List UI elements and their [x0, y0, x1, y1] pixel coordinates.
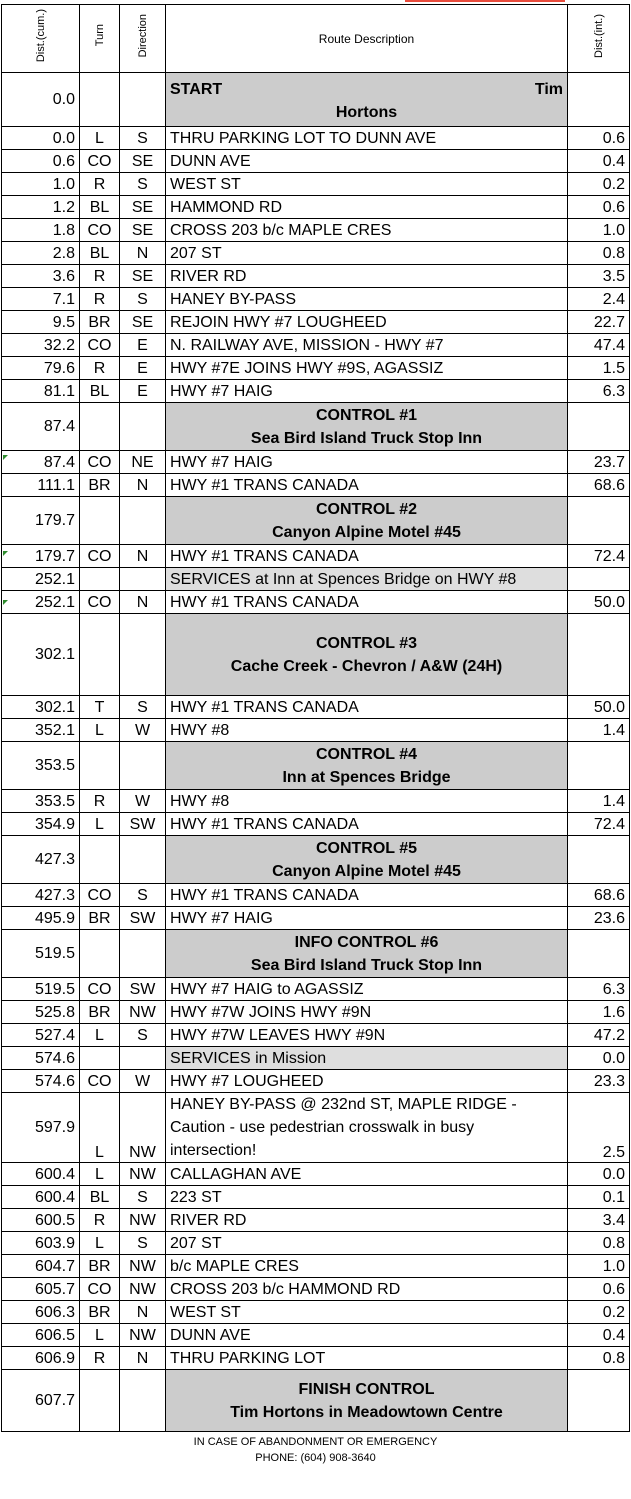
control-row — [2, 742, 630, 790]
turn-code: BR — [80, 474, 120, 497]
route-row — [2, 357, 630, 380]
int-distance: 1.0 — [568, 219, 630, 242]
turn-code: CO — [80, 1278, 120, 1301]
turn-code: R — [80, 1209, 120, 1232]
direction-code: S — [120, 173, 166, 196]
control-cell — [166, 1370, 568, 1432]
turn-code: BR — [80, 1255, 120, 1278]
header-direction: Direction — [136, 13, 149, 58]
route-row — [2, 696, 630, 719]
control-distance: 302.1 — [2, 614, 80, 696]
footer-row — [2, 1432, 630, 1468]
direction-code: S — [120, 127, 166, 150]
services-row — [2, 1047, 630, 1070]
int-distance: 50.0 — [568, 696, 630, 719]
route-description: 223 ST — [166, 1186, 568, 1209]
route-description: THRU PARKING LOT — [166, 1347, 568, 1370]
turn-code: L — [80, 813, 120, 836]
turn-code: R — [80, 173, 120, 196]
direction-code: NE — [120, 451, 166, 474]
route-description: HAMMOND RD — [166, 196, 568, 219]
route-row — [2, 907, 630, 930]
route-row — [2, 1001, 630, 1024]
route-row — [2, 1255, 630, 1278]
int-distance: 72.4 — [568, 545, 630, 568]
cum-distance: 7.1 — [2, 288, 80, 311]
footer-phone: PHONE: (604) 908-3640 — [255, 1451, 376, 1464]
services-description: SERVICES in Mission — [166, 1047, 568, 1070]
route-description: THRU PARKING LOT TO DUNN AVE — [166, 127, 568, 150]
int-distance: 0.4 — [568, 1324, 630, 1347]
cum-distance: 606.3 — [2, 1301, 80, 1324]
control-row — [2, 836, 630, 884]
route-row — [2, 1163, 630, 1186]
header-row — [2, 5, 630, 73]
route-row — [2, 451, 630, 474]
cum-distance: 495.9 — [2, 907, 80, 930]
control-cell — [166, 497, 568, 545]
route-description: 207 ST — [166, 1232, 568, 1255]
route-row — [2, 265, 630, 288]
direction-code: S — [120, 288, 166, 311]
control-cell — [166, 403, 568, 451]
cum-distance: 519.5 — [2, 978, 80, 1001]
control-cell — [166, 836, 568, 884]
turn-code: CO — [80, 1070, 120, 1093]
int-distance: 23.7 — [568, 451, 630, 474]
int-distance: 0.0 — [568, 1163, 630, 1186]
turn-code: L — [80, 1093, 120, 1163]
turn-code: T — [80, 696, 120, 719]
int-distance: 1.4 — [568, 790, 630, 813]
turn-code: CO — [80, 451, 120, 474]
turn-code: CO — [80, 150, 120, 173]
route-description: WEST ST — [166, 173, 568, 196]
route-row — [2, 1024, 630, 1047]
start-place-part2: Hortons — [335, 103, 398, 121]
direction-code: SE — [120, 150, 166, 173]
route-row — [2, 474, 630, 497]
cell-comment-marker — [3, 600, 8, 605]
control-row — [2, 614, 630, 696]
int-distance: 0.1 — [568, 1186, 630, 1209]
cum-distance: 0.6 — [2, 150, 80, 173]
turn-code: R — [80, 357, 120, 380]
route-row — [2, 884, 630, 907]
route-description: HWY #7 HAIG to AGASSIZ — [166, 978, 568, 1001]
route-row — [2, 1070, 630, 1093]
turn-code: L — [80, 719, 120, 742]
direction-code: N — [120, 474, 166, 497]
route-row — [2, 978, 630, 1001]
int-distance: 23.6 — [568, 907, 630, 930]
int-distance: 1.0 — [568, 1255, 630, 1278]
route-row — [2, 545, 630, 568]
int-distance: 47.4 — [568, 334, 630, 357]
control-place: Canyon Alpine Motel #45 — [272, 523, 461, 541]
control-distance: 87.4 — [2, 403, 80, 451]
cum-distance: 352.1 — [2, 719, 80, 742]
int-distance: 68.6 — [568, 884, 630, 907]
control-row — [2, 1370, 630, 1432]
route-row — [2, 719, 630, 742]
direction-code: N — [120, 591, 166, 614]
cell-comment-marker — [3, 455, 8, 460]
route-description: HWY #7 LOUGHEED — [166, 1070, 568, 1093]
control-place: Tim Hortons in Meadowtown Centre — [230, 1403, 503, 1421]
turn-code: L — [80, 1232, 120, 1255]
turn-code: L — [80, 1024, 120, 1047]
route-row — [2, 1301, 630, 1324]
route-description: 207 ST — [166, 242, 568, 265]
int-distance: 0.8 — [568, 242, 630, 265]
emergency-footer — [6, 1434, 626, 1466]
turn-code: BL — [80, 242, 120, 265]
turn-code: BL — [80, 380, 120, 403]
route-row — [2, 334, 630, 357]
int-distance: 0.8 — [568, 1347, 630, 1370]
cum-distance: 525.8 — [2, 1001, 80, 1024]
cum-distance: 600.4 — [2, 1163, 80, 1186]
direction-code: SE — [120, 265, 166, 288]
direction-code: E — [120, 357, 166, 380]
description-line: Caution - use pedestrian crosswalk in busy — [170, 1119, 475, 1136]
direction-code: SW — [120, 978, 166, 1001]
cum-distance: 3.6 — [2, 265, 80, 288]
direction-code: N — [120, 1301, 166, 1324]
direction-code: N — [120, 1347, 166, 1370]
int-distance: 22.7 — [568, 311, 630, 334]
cum-distance: 0.0 — [2, 127, 80, 150]
int-distance: 3.4 — [568, 1209, 630, 1232]
route-description: CROSS 203 b/c HAMMOND RD — [166, 1278, 568, 1301]
int-distance: 0.2 — [568, 1301, 630, 1324]
cum-distance: 87.4 — [2, 451, 80, 474]
start-row — [2, 73, 630, 127]
route-row — [2, 1324, 630, 1347]
control-title: CONTROL #4 — [315, 745, 418, 763]
direction-code: S — [120, 1024, 166, 1047]
control-row — [2, 403, 630, 451]
direction-code: SE — [120, 196, 166, 219]
cum-distance: 79.6 — [2, 357, 80, 380]
route-description: HWY #7 HAIG — [166, 380, 568, 403]
route-row — [2, 173, 630, 196]
cum-distance: 252.1 — [2, 591, 80, 614]
int-distance: 72.4 — [568, 813, 630, 836]
turn-code: BR — [80, 907, 120, 930]
route-description: CROSS 203 b/c MAPLE CRES — [166, 219, 568, 242]
direction-code: N — [120, 545, 166, 568]
cum-distance: 600.4 — [2, 1186, 80, 1209]
footer-emergency-text: IN CASE OF ABANDONMENT OR EMERGENCY — [193, 1435, 438, 1448]
route-row — [2, 242, 630, 265]
turn-code: CO — [80, 978, 120, 1001]
route-description: HWY #1 TRANS CANADA — [166, 696, 568, 719]
route-description: HWY #7 HAIG — [166, 907, 568, 930]
direction-code: W — [120, 719, 166, 742]
route-description: REJOIN HWY #7 LOUGHEED — [166, 311, 568, 334]
description-line: intersection! — [170, 1142, 257, 1159]
int-distance: 0.6 — [568, 196, 630, 219]
control-distance: 519.5 — [2, 930, 80, 978]
cum-distance: 81.1 — [2, 380, 80, 403]
turn-code: L — [80, 127, 120, 150]
route-description: HWY #7E JOINS HWY #9S, AGASSIZ — [166, 357, 568, 380]
control-title: CONTROL #3 — [315, 634, 418, 652]
cum-distance: 1.0 — [2, 173, 80, 196]
header-dist-cum: Dist.(cum.) — [34, 8, 47, 63]
cell-comment-marker — [3, 551, 8, 556]
services-description: SERVICES at Inn at Spences Bridge on HWY #8 — [166, 568, 568, 591]
cum-distance: 1.2 — [2, 196, 80, 219]
route-row — [2, 150, 630, 173]
direction-code: S — [120, 696, 166, 719]
control-distance: 179.7 — [2, 497, 80, 545]
cum-distance: 354.9 — [2, 813, 80, 836]
turn-code: L — [80, 1324, 120, 1347]
route-description: RIVER RD — [166, 1209, 568, 1232]
direction-code: S — [120, 1186, 166, 1209]
direction-code: W — [120, 790, 166, 813]
cum-distance: 427.3 — [2, 884, 80, 907]
direction-code: E — [120, 380, 166, 403]
route-row — [2, 1209, 630, 1232]
turn-code: BR — [80, 1001, 120, 1024]
route-description: HWY #1 TRANS CANADA — [166, 591, 568, 614]
direction-code: NW — [120, 1255, 166, 1278]
cum-distance: 597.9 — [2, 1093, 80, 1163]
route-description: HANEY BY-PASS — [166, 288, 568, 311]
cum-distance: 527.4 — [2, 1024, 80, 1047]
route-row — [2, 813, 630, 836]
control-place: Sea Bird Island Truck Stop Inn — [250, 956, 483, 974]
route-row — [2, 196, 630, 219]
control-title: CONTROL #1 — [315, 406, 418, 424]
route-row — [2, 1278, 630, 1301]
int-distance: 68.6 — [568, 474, 630, 497]
route-row — [2, 1347, 630, 1370]
control-cell — [166, 742, 568, 790]
route-description: RIVER RD — [166, 265, 568, 288]
int-distance: 0.6 — [568, 1278, 630, 1301]
control-distance: 427.3 — [2, 836, 80, 884]
turn-code: R — [80, 790, 120, 813]
cum-distance: 606.5 — [2, 1324, 80, 1347]
start-place-part1: Tim — [534, 80, 563, 98]
direction-code: NW — [120, 1278, 166, 1301]
route-row — [2, 311, 630, 334]
cum-distance: 600.5 — [2, 1209, 80, 1232]
route-description: HWY #8 — [166, 790, 568, 813]
services-row — [2, 568, 630, 591]
turn-code: R — [80, 265, 120, 288]
direction-code: SW — [120, 813, 166, 836]
turn-code: BL — [80, 1186, 120, 1209]
description-line: HANEY BY-PASS @ 232nd ST, MAPLE RIDGE - — [170, 1096, 517, 1113]
turn-code: L — [80, 1163, 120, 1186]
control-place: Canyon Alpine Motel #45 — [272, 862, 461, 880]
cum-distance: 32.2 — [2, 334, 80, 357]
int-distance: 0.6 — [568, 127, 630, 150]
start-dist: 0.0 — [2, 73, 80, 127]
route-description: HWY #8 — [166, 719, 568, 742]
route-row-caution — [2, 1093, 630, 1163]
turn-code: CO — [80, 884, 120, 907]
route-description: CALLAGHAN AVE — [166, 1163, 568, 1186]
direction-code: N — [120, 242, 166, 265]
services-distance: 252.1 — [2, 568, 80, 591]
control-row — [2, 497, 630, 545]
direction-code: S — [120, 1232, 166, 1255]
control-title: FINISH CONTROL — [298, 1380, 435, 1398]
route-description: DUNN AVE — [166, 1324, 568, 1347]
header-turn: Turn — [93, 24, 106, 47]
direction-code: SE — [120, 219, 166, 242]
route-row — [2, 1232, 630, 1255]
start-cell — [166, 73, 568, 127]
cum-distance: 179.7 — [2, 545, 80, 568]
cum-distance: 1.8 — [2, 219, 80, 242]
cum-distance: 353.5 — [2, 790, 80, 813]
turn-code: BR — [80, 1301, 120, 1324]
direction-code: SE — [120, 311, 166, 334]
header-dist-int: Dist.(int.) — [592, 13, 605, 58]
int-distance: 2.4 — [568, 288, 630, 311]
int-distance: 0.2 — [568, 173, 630, 196]
cum-distance: 111.1 — [2, 474, 80, 497]
direction-code: W — [120, 1070, 166, 1093]
int-distance: 3.5 — [568, 265, 630, 288]
route-row — [2, 288, 630, 311]
turn-code: CO — [80, 545, 120, 568]
route-description: HWY #7W LEAVES HWY #9N — [166, 1024, 568, 1047]
cum-distance: 2.8 — [2, 242, 80, 265]
turn-code: CO — [80, 334, 120, 357]
int-distance: 1.6 — [568, 1001, 630, 1024]
control-place: Sea Bird Island Truck Stop Inn — [250, 429, 483, 447]
turn-code: CO — [80, 591, 120, 614]
cum-distance: 604.7 — [2, 1255, 80, 1278]
route-description: HWY #1 TRANS CANADA — [166, 474, 568, 497]
int-distance: 23.3 — [568, 1070, 630, 1093]
services-int-distance: 0.0 — [568, 1047, 630, 1070]
control-row — [2, 930, 630, 978]
turn-code: CO — [80, 219, 120, 242]
route-description: WEST ST — [166, 1301, 568, 1324]
cum-distance: 603.9 — [2, 1232, 80, 1255]
direction-code: S — [120, 884, 166, 907]
direction-code: NW — [120, 1324, 166, 1347]
int-distance: 6.3 — [568, 978, 630, 1001]
control-distance: 607.7 — [2, 1370, 80, 1432]
int-distance: 50.0 — [568, 591, 630, 614]
header-route-description: Route Description — [166, 5, 568, 73]
red-edge-mark — [405, 0, 565, 2]
direction-code: NW — [120, 1093, 166, 1163]
int-distance: 47.2 — [568, 1024, 630, 1047]
route-description: HWY #1 TRANS CANADA — [166, 884, 568, 907]
route-description: HWY #7 HAIG — [166, 451, 568, 474]
control-cell — [166, 930, 568, 978]
control-place: Cache Creek - Chevron / A&W (24H) — [230, 657, 503, 675]
int-distance: 0.4 — [568, 150, 630, 173]
turn-code: BL — [80, 196, 120, 219]
control-title: INFO CONTROL #6 — [294, 933, 439, 951]
cum-distance: 605.7 — [2, 1278, 80, 1301]
direction-code: SW — [120, 907, 166, 930]
route-description: HWY #1 TRANS CANADA — [166, 545, 568, 568]
direction-code: NW — [120, 1209, 166, 1232]
cum-distance: 9.5 — [2, 311, 80, 334]
start-label: START — [170, 80, 223, 98]
route-row — [2, 380, 630, 403]
services-distance: 574.6 — [2, 1047, 80, 1070]
route-description: DUNN AVE — [166, 150, 568, 173]
int-distance: 0.8 — [568, 1232, 630, 1255]
direction-code: NW — [120, 1001, 166, 1024]
turn-code: R — [80, 1347, 120, 1370]
control-cell — [166, 614, 568, 696]
route-description-multiline — [166, 1093, 568, 1163]
control-distance: 353.5 — [2, 742, 80, 790]
cum-distance: 606.9 — [2, 1347, 80, 1370]
direction-code: NW — [120, 1163, 166, 1186]
cum-distance: 574.6 — [2, 1070, 80, 1093]
route-table — [1, 4, 630, 1468]
route-description: HWY #7W JOINS HWY #9N — [166, 1001, 568, 1024]
control-title: CONTROL #5 — [315, 839, 418, 857]
route-row — [2, 219, 630, 242]
route-row — [2, 127, 630, 150]
int-distance: 6.3 — [568, 380, 630, 403]
route-description: N. RAILWAY AVE, MISSION - HWY #7 — [166, 334, 568, 357]
turn-code: BR — [80, 311, 120, 334]
cum-distance: 302.1 — [2, 696, 80, 719]
direction-code: E — [120, 334, 166, 357]
route-row — [2, 790, 630, 813]
control-place: Inn at Spences Bridge — [282, 768, 451, 786]
int-distance: 1.4 — [568, 719, 630, 742]
route-row — [2, 591, 630, 614]
int-distance: 2.5 — [568, 1093, 630, 1163]
route-description: HWY #1 TRANS CANADA — [166, 813, 568, 836]
route-description: b/c MAPLE CRES — [166, 1255, 568, 1278]
int-distance: 1.5 — [568, 357, 630, 380]
control-title: CONTROL #2 — [315, 500, 418, 518]
turn-code: R — [80, 288, 120, 311]
route-row — [2, 1186, 630, 1209]
